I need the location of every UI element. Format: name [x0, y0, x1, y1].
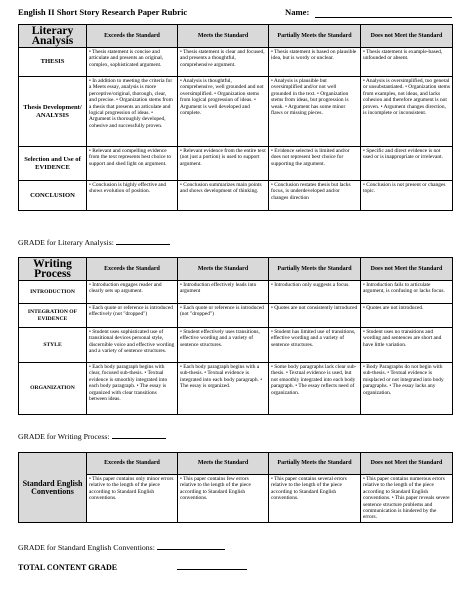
rubric-cell: • Introduction engages reader and clearly sets up argument.: [87, 281, 178, 304]
rubric-cell: • Evidence selected is limited and/or does not represent best choice for supporting the argument.: [269, 147, 361, 181]
rubric-cell: • This paper contains several errors relative to the length of the piece according to Standard English conventions.: [269, 475, 361, 523]
page-title: English II Short Story Research Paper Rubric: [18, 7, 188, 17]
table-row: [19, 304, 453, 328]
rubric-cell: • This paper contains numerous errors relative to the length of the piece according to Standard English conventions. • This paper reveals severe sentence structure problems and communication is hindered by the errors.: [361, 475, 453, 523]
rubric-cell: • Thesis statement is clear and focused, and presents a thoughtful, comprehensive argument.: [178, 48, 269, 77]
standard-english-table: [18, 452, 453, 523]
rubric-cell: • Student effectively uses transitions, effective wording and a variety of sentence structures.: [178, 328, 269, 363]
total-label: TOTAL CONTENT GRADE: [18, 563, 118, 572]
grade-blank-line[interactable]: [112, 437, 166, 439]
column-header-meets: Meets the Standard: [178, 25, 269, 48]
row-label: Thesis Development/ ANALYSIS: [19, 77, 87, 147]
rubric-cell: • Analysis is plausible but oversimplified and/or not well grounded in the text. • Organization stems from ideas, but progression is weak. • Argument has some minor flaws or missing pieces.: [269, 77, 361, 147]
section-title-literary-analysis: Literary Analysis: [19, 25, 87, 48]
rubric-cell: • Quotes are not introduced.: [361, 304, 453, 328]
rubric-cell: • Conclusion restates thesis but lacks focus, is underdeveloped and/or changes direction: [269, 181, 361, 211]
grade-literary-analysis: [18, 238, 170, 247]
rubric-cell: • Thesis statement is based on plausible idea, but is wordy or unclear.: [269, 48, 361, 77]
rubric-cell: • Thesis statement is example-based, unfounded or absent.: [361, 48, 453, 77]
row-label: CONCLUSION: [19, 181, 87, 211]
rubric-cell: • In addition to meeting the criteria for a Meets essay, analysis is more perceptive/original, thorough, clear, and precise. • Organization stems from a thesis that presents an articulate and logical progression of ideas. • Argument is thoroughly developed, cohesive and successfully proven.: [87, 77, 178, 147]
row-label: INTEGRATION OF EVIDENCE: [19, 304, 87, 328]
column-header-does-not-meet: Does not Meet the Standard: [361, 258, 453, 281]
section-title-writing-process: Writing Process: [19, 258, 87, 281]
rubric-cell: • Each body paragraph begins with a sub-thesis. • Textual evidence is integrated into each body paragraph. • The essay is organized.: [178, 363, 269, 415]
row-label: Selection and Use of EVIDENCE: [19, 147, 87, 181]
rubric-cell: • Analysis is thoughtful, comprehensive, well grounded and not oversimplified. • Organization stems from logical progression of ideas. • Argument is well developed and complete.: [178, 77, 269, 147]
rubric-cell: • Each quote or reference is introduced effectively (not "dropped"): [87, 304, 178, 328]
grade-label: GRADE for Literary Analysis:: [18, 238, 114, 247]
rubric-cell: • Quotes are not consistently introduced: [269, 304, 361, 328]
rubric-cell: • This paper contains few errors relative to the length of the piece according to Standard English conventions.: [178, 475, 269, 523]
table-row: [19, 48, 453, 77]
column-header-partially-meets: Partially Meets the Standard: [269, 258, 361, 281]
rubric-cell: • Introduction effectively leads into argument: [178, 281, 269, 304]
rubric-cell: • Thesis statement is concise and articulate and presents an original, complex, sophisticated argument.: [87, 48, 178, 77]
table-row: [19, 181, 453, 211]
rubric-cell: • Conclusion is highly effective and shows evolution of position.: [87, 181, 178, 211]
column-header-exceeds: Exceeds the Standard: [87, 258, 178, 281]
rubric-cell: • Each body paragraph begins with clear, focused sub-thesis. • Textual evidence is smoothly integrated into each body paragraph. • The essay is organized with clear transitions between ideas.: [87, 363, 178, 415]
rubric-cell: • Specific and direct evidence is not used or is inappropriate or irrelevant.: [361, 147, 453, 181]
column-header-partially-meets: Partially Meets the Standard: [269, 453, 361, 475]
rubric-cell: • Student has limited use of transitions, effective wording and a variety of sentence structures.: [269, 328, 361, 363]
grade-writing-process: [18, 432, 166, 441]
literary-analysis-table: [18, 24, 453, 211]
section-title-standard-english: Standard English Conventions: [19, 453, 87, 523]
rubric-cell: • Body Paragraphs do not begin with sub-thesis. • Textual evidence is misplaced or not integrated into body paragraphs. • The essay lacks any organization.: [361, 363, 453, 415]
rubric-cell: • Relevant and compelling evidence from the text represents best choice to support and shed light on argument.: [87, 147, 178, 181]
table-row: [19, 77, 453, 147]
rubric-cell: • Introduction fails to articulate argument, is confusing or lacks focus.: [361, 281, 453, 304]
rubric-cell: • Student uses no transitions and wording and sentences are short and have little variation.: [361, 328, 453, 363]
column-header-meets: Meets the Standard: [178, 258, 269, 281]
table-row: [19, 328, 453, 363]
rubric-cell: • Each quote or reference is introduced (not "dropped"): [178, 304, 269, 328]
rubric-cell: • Analysis is oversimplified, too general or unsubstantiated. • Organization stems from examples, not ideas, and lacks cohesion and therefore argument is not proven. • Argument changes direction, is incomplete or inconsistent.: [361, 77, 453, 147]
total-blank-line[interactable]: [177, 568, 247, 570]
rubric-cell: • Introduction only suggests a focus.: [269, 281, 361, 304]
page-header: [18, 7, 452, 21]
column-header-partially-meets: Partially Meets the Standard: [269, 25, 361, 48]
column-header-does-not-meet: Does not Meet the Standard: [361, 25, 453, 48]
row-label: INTRODUCTION: [19, 281, 87, 304]
grade-label: GRADE for Writing Process:: [18, 432, 110, 441]
total-content-grade: [18, 563, 247, 572]
column-header-meets: Meets the Standard: [178, 453, 269, 475]
grade-label: GRADE for Standard English Conventions:: [18, 543, 155, 552]
name-blank-line: [315, 17, 452, 18]
column-header-does-not-meet: Does not Meet the Standard: [361, 453, 453, 475]
row-label: THESIS: [19, 48, 87, 77]
writing-process-table: [18, 257, 453, 415]
rubric-cell: • Conclusion summarizes main points and shows development of thinking.: [178, 181, 269, 211]
rubric-cell: • This paper contains only minor errors relative to the length of the piece according to Standard English conventions.: [87, 475, 178, 523]
row-label: ORGANIZATION: [19, 363, 87, 415]
column-header-exceeds: Exceeds the Standard: [87, 453, 178, 475]
grade-blank-line[interactable]: [157, 548, 225, 550]
rubric-cell: • Some body paragraphs lack clear sub-thesis. • Textual evidence is used, but not smoothly integrated into each body paragraph. • The essay reflects need of organization.: [269, 363, 361, 415]
table-row: [19, 281, 453, 304]
grade-blank-line[interactable]: [116, 243, 170, 245]
rubric-cell: • Conclusion is not present or changes topic.: [361, 181, 453, 211]
table-row: [19, 147, 453, 181]
rubric-cell: • Relevant evidence from the entire text (not just a portion) is used to support argument.: [178, 147, 269, 181]
rubric-cell: • Student uses sophisticated use of transitional devices personal style, discernible voice and effective wording and a variety of sentence structures.: [87, 328, 178, 363]
grade-standard-english: [18, 543, 225, 552]
row-label: STYLE: [19, 328, 87, 363]
name-label: Name:: [285, 7, 310, 17]
table-row: [19, 363, 453, 415]
column-header-exceeds: Exceeds the Standard: [87, 25, 178, 48]
